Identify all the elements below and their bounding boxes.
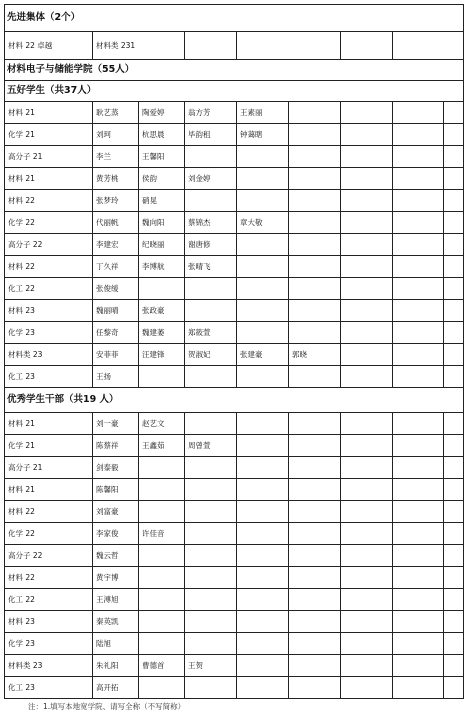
table-row <box>5 545 464 567</box>
student-name-cell: 陶爱婷 <box>139 102 185 124</box>
empty-cell <box>237 413 289 435</box>
empty-cell <box>185 146 237 168</box>
empty-cell <box>139 479 185 501</box>
table-row <box>5 589 464 611</box>
class-name-cell: 材料 21 <box>5 479 93 501</box>
student-name-cell: 王鑫茹 <box>139 435 185 457</box>
empty-cell <box>444 501 464 523</box>
empty-cell <box>185 677 237 699</box>
section-title-advanced-collective: 先进集体（2个） <box>5 5 464 32</box>
footnote: 注：1.填写本地宽学院、请写全称（不写简称） <box>28 702 186 711</box>
student-name-cell: 秦英凯 <box>93 611 139 633</box>
award-list-table <box>4 4 464 699</box>
empty-cell <box>393 234 444 256</box>
empty-cell <box>341 501 393 523</box>
empty-cell <box>139 366 185 388</box>
empty-cell <box>185 413 237 435</box>
table-row <box>5 322 464 344</box>
empty-cell <box>185 633 237 655</box>
empty-cell <box>393 501 444 523</box>
section-row <box>5 388 464 413</box>
empty-cell <box>393 256 444 278</box>
table-row <box>5 501 464 523</box>
student-name-cell: 高开拓 <box>93 677 139 699</box>
student-name-cell: 翁方芳 <box>185 102 237 124</box>
empty-cell <box>341 256 393 278</box>
student-name-cell: 丁久祥 <box>93 256 139 278</box>
table-row <box>5 366 464 388</box>
class-name-cell: 化工 23 <box>5 677 93 699</box>
table-row <box>5 523 464 545</box>
student-name-cell: 黄芳桃 <box>93 168 139 190</box>
student-name-cell: 刘富豪 <box>93 501 139 523</box>
empty-cell <box>289 278 341 300</box>
class-name-cell: 化学 22 <box>5 523 93 545</box>
student-name-cell: 耿艺蒸 <box>93 102 139 124</box>
empty-cell <box>289 234 341 256</box>
empty-cell <box>341 523 393 545</box>
student-name-cell: 蔡锦杰 <box>185 212 237 234</box>
table-row <box>5 212 464 234</box>
empty-cell <box>444 545 464 567</box>
empty-cell <box>237 501 289 523</box>
empty-cell <box>289 366 341 388</box>
empty-cell <box>444 300 464 322</box>
student-name-cell: 李建宏 <box>93 234 139 256</box>
empty-cell <box>444 256 464 278</box>
student-name-cell: 陆旭 <box>93 633 139 655</box>
student-name-cell: 刘珂 <box>93 124 139 146</box>
empty-cell <box>444 322 464 344</box>
student-name-cell: 王馨阳 <box>139 146 185 168</box>
empty-cell <box>237 523 289 545</box>
table-row <box>5 677 464 699</box>
empty-cell <box>444 190 464 212</box>
student-name-cell: 曹德首 <box>139 655 185 677</box>
empty-cell <box>289 457 341 479</box>
section-row <box>5 81 464 102</box>
empty-cell <box>289 589 341 611</box>
student-name-cell: 李家俊 <box>93 523 139 545</box>
empty-cell <box>341 344 393 366</box>
empty-cell <box>185 545 237 567</box>
empty-cell <box>139 677 185 699</box>
student-name-cell: 代丽帆 <box>93 212 139 234</box>
empty-cell <box>289 212 341 234</box>
empty-cell <box>393 523 444 545</box>
empty-cell <box>393 146 444 168</box>
empty-cell <box>341 633 393 655</box>
empty-cell <box>185 611 237 633</box>
student-name-cell: 刘一豪 <box>93 413 139 435</box>
empty-cell <box>444 655 464 677</box>
empty-cell <box>341 190 393 212</box>
collective-cell: 材料 22 卓越 <box>5 32 93 60</box>
empty-cell <box>185 523 237 545</box>
empty-cell <box>444 435 464 457</box>
class-name-cell: 材料类 23 <box>5 344 93 366</box>
student-name-cell: 魏向阳 <box>139 212 185 234</box>
student-name-cell: 王贺 <box>185 655 237 677</box>
class-name-cell: 化工 22 <box>5 278 93 300</box>
empty-cell <box>289 523 341 545</box>
empty-cell <box>237 168 289 190</box>
empty-cell <box>393 278 444 300</box>
student-name-cell: 安菲菲 <box>93 344 139 366</box>
empty-cell <box>444 633 464 655</box>
empty-cell <box>341 589 393 611</box>
class-name-cell: 化学 21 <box>5 124 93 146</box>
empty-cell <box>237 655 289 677</box>
empty-cell <box>393 168 444 190</box>
empty-cell <box>289 168 341 190</box>
empty-cell <box>185 479 237 501</box>
empty-cell <box>289 479 341 501</box>
student-name-cell: 毕韵租 <box>185 124 237 146</box>
class-name-cell: 材料 22 <box>5 567 93 589</box>
empty-cell <box>237 146 289 168</box>
empty-cell <box>139 545 185 567</box>
student-name-cell: 杭思晨 <box>139 124 185 146</box>
empty-cell <box>139 567 185 589</box>
empty-cell <box>341 413 393 435</box>
student-name-cell: 侯韵 <box>139 168 185 190</box>
student-name-cell: 硝晃 <box>139 190 185 212</box>
empty-cell <box>341 545 393 567</box>
empty-cell <box>393 479 444 501</box>
empty-cell <box>185 567 237 589</box>
empty-cell <box>237 300 289 322</box>
empty-cell <box>393 32 464 60</box>
empty-cell <box>139 278 185 300</box>
table-row <box>5 256 464 278</box>
table-row <box>5 102 464 124</box>
empty-cell <box>237 633 289 655</box>
section-title-good-students: 五好学生（共37人） <box>5 81 464 102</box>
empty-cell <box>237 677 289 699</box>
empty-cell <box>341 655 393 677</box>
empty-cell <box>341 457 393 479</box>
empty-cell <box>341 124 393 146</box>
empty-cell <box>444 457 464 479</box>
empty-cell <box>341 479 393 501</box>
empty-cell <box>341 168 393 190</box>
empty-cell <box>341 322 393 344</box>
student-name-cell: 刘金婷 <box>185 168 237 190</box>
empty-cell <box>289 322 341 344</box>
student-name-cell: 郭晓 <box>289 344 341 366</box>
class-name-cell: 材料 21 <box>5 168 93 190</box>
empty-cell <box>341 102 393 124</box>
empty-cell <box>289 190 341 212</box>
empty-cell <box>237 190 289 212</box>
empty-cell <box>393 545 444 567</box>
empty-cell <box>289 677 341 699</box>
table-row <box>5 146 464 168</box>
student-name-cell: 王溥旭 <box>93 589 139 611</box>
empty-cell <box>139 501 185 523</box>
table-row <box>5 633 464 655</box>
student-name-cell: 纪晓丽 <box>139 234 185 256</box>
empty-cell <box>289 655 341 677</box>
class-name-cell: 化工 23 <box>5 366 93 388</box>
empty-cell <box>341 567 393 589</box>
empty-cell <box>393 344 444 366</box>
empty-cell <box>393 655 444 677</box>
empty-cell <box>393 633 444 655</box>
empty-cell <box>289 435 341 457</box>
table-row <box>5 168 464 190</box>
empty-cell <box>393 124 444 146</box>
class-name-cell: 高分子 21 <box>5 146 93 168</box>
table-row <box>5 300 464 322</box>
empty-cell <box>393 190 444 212</box>
student-name-cell: 任黎奇 <box>93 322 139 344</box>
empty-cell <box>341 146 393 168</box>
empty-cell <box>444 567 464 589</box>
empty-cell <box>289 102 341 124</box>
table-row <box>5 278 464 300</box>
collective-cell: 材料类 231 <box>93 32 185 60</box>
class-name-cell: 材料 22 <box>5 501 93 523</box>
empty-cell <box>289 256 341 278</box>
student-name-cell: 李兰 <box>93 146 139 168</box>
student-name-cell: 黄宇博 <box>93 567 139 589</box>
empty-cell <box>139 589 185 611</box>
section-title-excellent-cadres: 优秀学生干部（共19 人） <box>5 388 464 413</box>
student-name-cell: 章大敬 <box>237 212 289 234</box>
table-row <box>5 457 464 479</box>
empty-cell <box>237 322 289 344</box>
student-name-cell: 张建豪 <box>237 344 289 366</box>
document-page <box>0 4 466 711</box>
table-row <box>5 479 464 501</box>
student-name-cell: 陈馨阳 <box>93 479 139 501</box>
class-name-cell: 材料 22 <box>5 256 93 278</box>
empty-cell <box>393 300 444 322</box>
empty-cell <box>393 567 444 589</box>
student-name-cell: 许佳音 <box>139 523 185 545</box>
student-name-cell: 郑筱萱 <box>185 322 237 344</box>
empty-cell <box>237 567 289 589</box>
class-name-cell: 高分子 22 <box>5 234 93 256</box>
empty-cell <box>139 611 185 633</box>
table-row <box>5 344 464 366</box>
table-row <box>5 655 464 677</box>
student-name-cell: 魏建萎 <box>139 322 185 344</box>
student-name-cell: 张俊缓 <box>93 278 139 300</box>
class-name-cell: 材料 21 <box>5 102 93 124</box>
table-row <box>5 190 464 212</box>
table-row <box>5 611 464 633</box>
empty-cell <box>444 102 464 124</box>
student-name-cell: 赵艺文 <box>139 413 185 435</box>
student-name-cell: 钟蔼瞎 <box>237 124 289 146</box>
empty-cell <box>341 234 393 256</box>
empty-cell <box>237 278 289 300</box>
empty-cell <box>289 633 341 655</box>
empty-cell <box>289 611 341 633</box>
empty-cell <box>237 234 289 256</box>
student-name-cell: 王扬 <box>93 366 139 388</box>
student-name-cell: 张梦玲 <box>93 190 139 212</box>
student-name-cell: 剑泰毅 <box>93 457 139 479</box>
empty-cell <box>237 256 289 278</box>
empty-cell <box>393 102 444 124</box>
empty-cell <box>139 457 185 479</box>
empty-cell <box>185 501 237 523</box>
empty-cell <box>444 479 464 501</box>
empty-cell <box>393 366 444 388</box>
class-name-cell: 材料 21 <box>5 413 93 435</box>
empty-cell <box>444 366 464 388</box>
empty-cell <box>341 212 393 234</box>
empty-cell <box>289 501 341 523</box>
empty-cell <box>444 523 464 545</box>
empty-cell <box>289 300 341 322</box>
empty-cell <box>237 457 289 479</box>
advanced-collective-row <box>5 32 464 60</box>
student-name-cell: 朱礼阳 <box>93 655 139 677</box>
empty-cell <box>341 611 393 633</box>
empty-cell <box>341 366 393 388</box>
empty-cell <box>444 212 464 234</box>
student-name-cell: 汪建锋 <box>139 344 185 366</box>
empty-cell <box>341 300 393 322</box>
empty-cell <box>393 322 444 344</box>
empty-cell <box>237 366 289 388</box>
table-row <box>5 413 464 435</box>
class-name-cell: 化学 22 <box>5 212 93 234</box>
empty-cell <box>444 611 464 633</box>
class-name-cell: 材料 22 <box>5 190 93 212</box>
empty-cell <box>185 190 237 212</box>
student-name-cell: 魏丽晴 <box>93 300 139 322</box>
class-name-cell: 材料 23 <box>5 300 93 322</box>
student-name-cell: 魏云哲 <box>93 545 139 567</box>
empty-cell <box>341 435 393 457</box>
class-name-cell: 化工 22 <box>5 589 93 611</box>
empty-cell <box>237 32 341 60</box>
section-title-school: 材料电子与储能学院（55人） <box>5 60 464 81</box>
empty-cell <box>341 677 393 699</box>
section-row <box>5 5 464 32</box>
class-name-cell: 材料类 23 <box>5 655 93 677</box>
empty-cell <box>444 146 464 168</box>
class-name-cell: 化学 23 <box>5 633 93 655</box>
empty-cell <box>185 457 237 479</box>
class-name-cell: 高分子 21 <box>5 457 93 479</box>
student-name-cell: 周曾萱 <box>185 435 237 457</box>
empty-cell <box>444 168 464 190</box>
section-row <box>5 60 464 81</box>
table-row <box>5 234 464 256</box>
student-name-cell: 李博航 <box>139 256 185 278</box>
empty-cell <box>444 278 464 300</box>
empty-cell <box>444 234 464 256</box>
class-name-cell: 化学 23 <box>5 322 93 344</box>
empty-cell <box>237 611 289 633</box>
empty-cell <box>393 457 444 479</box>
empty-cell <box>289 545 341 567</box>
empty-cell <box>237 435 289 457</box>
empty-cell <box>393 677 444 699</box>
empty-cell <box>185 278 237 300</box>
empty-cell <box>393 212 444 234</box>
empty-cell <box>139 633 185 655</box>
empty-cell <box>289 124 341 146</box>
empty-cell <box>444 677 464 699</box>
empty-cell <box>393 589 444 611</box>
empty-cell <box>185 32 237 60</box>
table-row <box>5 435 464 457</box>
empty-cell <box>444 413 464 435</box>
student-name-cell: 贺淑妃 <box>185 344 237 366</box>
empty-cell <box>393 413 444 435</box>
student-name-cell: 张晴飞 <box>185 256 237 278</box>
empty-cell <box>237 545 289 567</box>
empty-cell <box>393 435 444 457</box>
empty-cell <box>237 479 289 501</box>
table-row <box>5 567 464 589</box>
empty-cell <box>393 611 444 633</box>
empty-cell <box>185 366 237 388</box>
empty-cell <box>237 589 289 611</box>
table-row <box>5 124 464 146</box>
table-body <box>5 5 464 102</box>
empty-cell <box>289 567 341 589</box>
student-name-cell: 张政豪 <box>139 300 185 322</box>
empty-cell <box>444 124 464 146</box>
empty-cell <box>341 32 393 60</box>
empty-cell <box>444 589 464 611</box>
empty-cell <box>341 278 393 300</box>
student-name-cell: 王素丽 <box>237 102 289 124</box>
empty-cell <box>289 413 341 435</box>
empty-cell <box>185 589 237 611</box>
class-name-cell: 材料 23 <box>5 611 93 633</box>
student-name-cell: 陈蔡祥 <box>93 435 139 457</box>
empty-cell <box>185 300 237 322</box>
empty-cell <box>444 344 464 366</box>
empty-cell <box>289 146 341 168</box>
student-name-cell: 谢唐修 <box>185 234 237 256</box>
class-name-cell: 高分子 22 <box>5 545 93 567</box>
class-name-cell: 化学 21 <box>5 435 93 457</box>
